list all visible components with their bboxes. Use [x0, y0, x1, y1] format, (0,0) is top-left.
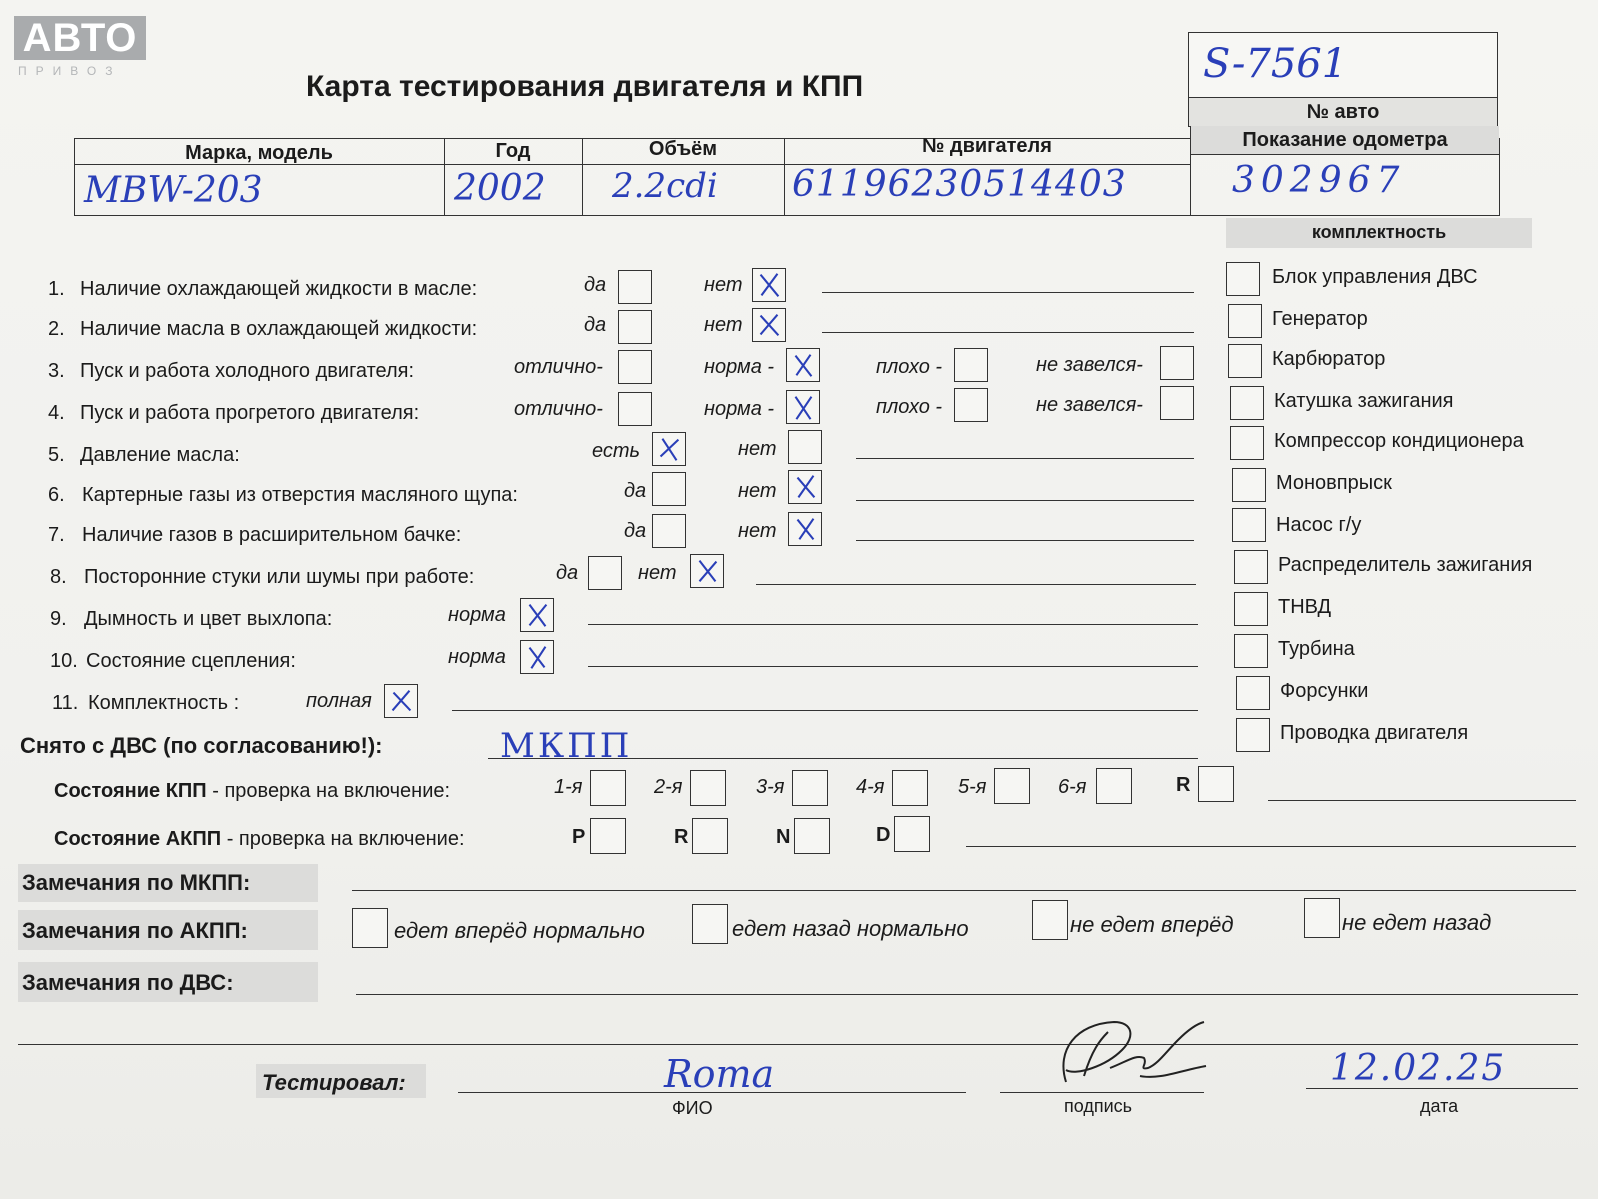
volume-value: 2.2cdi	[612, 166, 718, 206]
checked-x-icon	[789, 513, 821, 545]
comp-ignition-coil-label: Катушка зажигания	[1274, 390, 1454, 412]
signature-icon	[1036, 1010, 1216, 1100]
comp-injection-pump-label: ТНВД	[1278, 596, 1332, 618]
checked-x-icon	[787, 349, 819, 381]
check-6-num: 6.	[48, 484, 65, 506]
check-7-text: Наличие газов в расширительном бачке:	[82, 524, 462, 546]
akpp-no-reverse-label: не едет назад	[1342, 910, 1492, 935]
comp-ecu-box[interactable]	[1226, 262, 1260, 296]
check-9-normal-box[interactable]	[520, 598, 554, 632]
checked-x-icon	[653, 433, 685, 465]
year-value: 2002	[454, 168, 546, 209]
check-11-text: Комплектность :	[88, 692, 240, 714]
avtoprivoz-logo: АВТО	[14, 16, 146, 60]
comp-turbo-box[interactable]	[1234, 634, 1268, 668]
check-1-yes-box[interactable]	[618, 270, 652, 304]
comp-distributor-box[interactable]	[1234, 550, 1268, 584]
check-8-text: Посторонние стуки или шумы при работе:	[84, 566, 475, 588]
check-4-num: 4.	[48, 402, 65, 424]
car-number-value: S-7561	[1203, 41, 1348, 87]
mkpp-gear-4-box[interactable]	[892, 770, 928, 806]
checked-x-icon	[521, 641, 553, 673]
check-3-excellent-box[interactable]	[618, 350, 652, 384]
col-make-model: Марка, модель	[185, 142, 333, 164]
mkpp-gear-1-box[interactable]	[590, 770, 626, 806]
make-model-value: МВW-203	[84, 170, 263, 211]
comp-injectors-box[interactable]	[1236, 676, 1270, 710]
check-7-num: 7.	[48, 524, 65, 546]
check-6-text: Картерные газы из отверстия масляного щупа:	[82, 484, 518, 506]
comp-wiring-label: Проводка двигателя	[1280, 722, 1469, 744]
comp-generator-label: Генератор	[1272, 308, 1368, 330]
signature-label: подпись	[1064, 1096, 1133, 1116]
comp-distributor-label: Распределитель зажигания	[1278, 554, 1533, 576]
check-3-text: Пуск и работа холодного двигателя:	[80, 360, 415, 382]
comp-generator-box[interactable]	[1228, 304, 1262, 338]
check-9-text: Дымность и цвет выхлопа:	[84, 608, 333, 630]
check-2-text: Наличие масла в охлаждающей жидкости:	[80, 318, 478, 340]
mkpp-gear-r-box[interactable]	[1198, 766, 1234, 802]
comp-turbo-label: Турбина	[1278, 638, 1355, 660]
check-11-num: 11.	[52, 692, 79, 714]
comp-ac-compressor-box[interactable]	[1230, 426, 1264, 460]
akpp-no-reverse-box[interactable]	[1304, 898, 1340, 938]
checked-x-icon	[691, 555, 723, 587]
comp-ps-pump-box[interactable]	[1232, 508, 1266, 542]
check-4-excellent-box[interactable]	[618, 392, 652, 426]
mkpp-gear-5-box[interactable]	[994, 768, 1030, 804]
comp-ps-pump-label: Насос г/у	[1276, 514, 1362, 536]
test-card-sheet: АВТО ПРИВОЗ Карта тестирования двигателя и КПП S-7561 № авто Марка, модель Год Объём № двигателя Показание одометра МВW-203 2002 2.2cdi 61196230514403 302967 1. Наличие охлаждающей жидкости в масле: да нет 2. Наличие масла в охлаждающей жидкости: да нет 3. Пуск и работа холодного двигателя: отлично- норма - плохо - не завелся- 4. Пуск и работа прогретого двигателя: отлично- норма - плохо - не завелся- 5. Давление масла: есть нет 6. Картерные газы из отверстия масляного щупа: да нет 7. Наличие газов в расширительном бачке: да нет 8. Посторонние стуки или шумы при работе: да нет 9. Дымность и цвет выхлопа: норма 10. Состояние сцепления: норма 11. Комплектность : полная комплектность Блок управления ДВС Генератор Карбюратор Катушка зажигания Компрессор кондиционера Моновпрыск Насос г/у Распределитель зажигания ТНВД Турбина Форсунки Проводка двигателя Снято с ДВС (по согласованию!): МКПП Состояние КПП - проверка на включение: 1-я 2-я 3-я 4-я 5-я 6-я R Состояние АКПП - проверка на включение: P R N D Замечания по МКПП: Замечания по АКПП: едет вперёд нормально едет назад нормально не едет вперёд не едет назад Замечания по ДВС: Тестировал: Roma ФИО подпись 12.02.25 дата	[0, 0, 1598, 1199]
akpp-forward-ok-label: едет вперёд нормально	[394, 918, 645, 943]
mkpp-gear-2-box[interactable]	[690, 770, 726, 806]
tested-by-label: Тестировал:	[262, 1070, 406, 1095]
akpp-no-forward-label: не едет вперёд	[1070, 912, 1234, 937]
check-5-num: 5.	[48, 444, 65, 466]
check-7-no-box[interactable]	[788, 512, 822, 546]
removed-label: Снято с ДВС (по согласованию!):	[20, 733, 383, 758]
comp-carburetor-box[interactable]	[1228, 344, 1262, 378]
date-value: 12.02.25	[1330, 1048, 1507, 1089]
comp-mono-injection-box[interactable]	[1232, 468, 1266, 502]
comp-ecu-label: Блок управления ДВС	[1272, 266, 1478, 288]
check-8-num: 8.	[50, 566, 67, 588]
fio-label: ФИО	[672, 1098, 713, 1118]
checked-x-icon	[521, 599, 553, 631]
comp-ignition-coil-box[interactable]	[1230, 386, 1264, 420]
check-6-no-box[interactable]	[788, 470, 822, 504]
check-2-num: 2.	[48, 318, 65, 340]
check-4-no-start-box[interactable]	[1160, 386, 1194, 420]
check-3-bad-box[interactable]	[954, 348, 988, 382]
odometer-value: 302967	[1232, 160, 1406, 201]
comp-wiring-box[interactable]	[1236, 718, 1270, 752]
comp-injection-pump-box[interactable]	[1234, 592, 1268, 626]
akpp-state-label: Состояние АКПП - проверка на включение:	[54, 828, 465, 850]
check-2-yes-box[interactable]	[618, 310, 652, 344]
check-8-yes-box[interactable]	[588, 556, 622, 590]
car-number-box	[1188, 32, 1498, 98]
remarks-akpp-label: Замечания по АКПП:	[22, 918, 248, 943]
check-3-no-start-box[interactable]	[1160, 346, 1194, 380]
comp-carburetor-label: Карбюратор	[1272, 348, 1386, 370]
mkpp-gear-3-box[interactable]	[792, 770, 828, 806]
akpp-gear-d-box[interactable]	[894, 816, 930, 852]
checked-x-icon	[789, 471, 821, 503]
check-9-num: 9.	[50, 608, 67, 630]
document-title: Карта тестирования двигателя и КПП	[306, 70, 864, 103]
check-10-normal-box[interactable]	[520, 640, 554, 674]
checked-x-icon	[385, 685, 417, 717]
akpp-reverse-ok-box[interactable]	[692, 904, 728, 944]
col-year: Год	[495, 140, 531, 162]
check-4-normal-box[interactable]	[786, 390, 820, 424]
col-volume: Объём	[648, 138, 718, 160]
checked-x-icon	[753, 269, 785, 301]
col-odometer: Показание одометра	[1242, 129, 1448, 151]
check-3-normal-box[interactable]	[786, 348, 820, 382]
car-number-label-cell	[1188, 97, 1498, 127]
check-7-yes-box[interactable]	[652, 514, 686, 548]
check-4-text: Пуск и работа прогретого двигателя:	[80, 402, 420, 424]
checked-x-icon	[787, 391, 819, 423]
comp-mono-injection-label: Моновпрыск	[1276, 472, 1392, 494]
checked-x-icon	[753, 309, 785, 341]
logo-subtitle: ПРИВОЗ	[18, 64, 122, 78]
akpp-no-forward-box[interactable]	[1032, 900, 1068, 940]
engine-number-value: 61196230514403	[792, 164, 1127, 205]
check-1-text: Наличие охлаждающей жидкости в масле:	[80, 278, 478, 300]
akpp-gear-r-box[interactable]	[692, 818, 728, 854]
check-5-text: Давление масла:	[80, 444, 240, 466]
akpp-reverse-ok-label: едет назад нормально	[732, 916, 969, 941]
remarks-mkpp-label: Замечания по МКПП:	[22, 870, 251, 895]
check-11-full-box[interactable]	[384, 684, 418, 718]
check-1-num: 1.	[48, 278, 65, 300]
col-engine-no: № двигателя	[922, 135, 1052, 157]
akpp-gear-p-box[interactable]	[590, 818, 626, 854]
check-5-no-box[interactable]	[788, 430, 822, 464]
comp-injectors-label: Форсунки	[1280, 680, 1369, 702]
completeness-title: комплектность	[1311, 222, 1447, 242]
date-label: дата	[1420, 1096, 1459, 1116]
check-4-bad-box[interactable]	[954, 388, 988, 422]
check-5-yes-box[interactable]	[652, 432, 686, 466]
akpp-gear-n-box[interactable]	[794, 818, 830, 854]
car-number-label: № авто	[1306, 101, 1380, 123]
check-8-no-box[interactable]	[690, 554, 724, 588]
remarks-dvs-label: Замечания по ДВС:	[22, 970, 234, 995]
check-1-no-box[interactable]	[752, 268, 786, 302]
check-10-text: Состояние сцепления:	[86, 650, 296, 672]
comp-ac-compressor-label: Компрессор кондиционера	[1274, 430, 1524, 452]
mkpp-gear-6-box[interactable]	[1096, 768, 1132, 804]
akpp-forward-ok-box[interactable]	[352, 908, 388, 948]
tester-name-value: Roma	[664, 1052, 775, 1096]
check-2-no-box[interactable]	[752, 308, 786, 342]
removed-value: МКПП	[500, 726, 633, 766]
check-6-yes-box[interactable]	[652, 472, 686, 506]
check-3-num: 3.	[48, 360, 65, 382]
mkpp-state-label: Состояние КПП - проверка на включение:	[54, 780, 451, 802]
check-10-num: 10.	[50, 650, 78, 672]
